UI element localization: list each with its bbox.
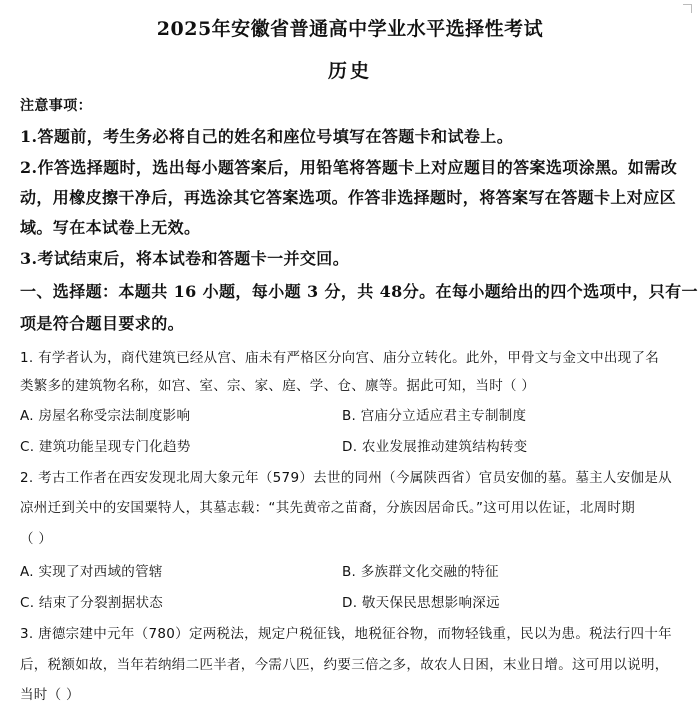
question-1-option-c: C. 建筑功能呈现专门化趋势 (20, 439, 191, 455)
question-3-stem: 3. 唐德宗建中元年（780）定两税法，规定户税征钱，地税征谷物，而物轻钱重，民以为患。税法行四十年 (20, 626, 672, 642)
question-3-stem: 当时（ ） (20, 687, 80, 703)
notice-line: 域。写在本试卷上无效。 (20, 218, 201, 237)
section-heading-line: 项是符合题目要求的。 (20, 314, 185, 333)
exam-title: 2025年安徽省普通高中学业水平选择性考试 (156, 18, 544, 40)
notice-heading: 注意事项： (20, 98, 92, 114)
notice-line: 动，用橡皮擦干净后，再选涂其它答案选项。作答非选择题时，将答案写在答题卡上对应区 (20, 188, 677, 207)
question-1-option-b: B. 宫庙分立适应君主专制制度 (342, 408, 527, 424)
question-1-option-a: A. 房屋名称受宗法制度影响 (20, 408, 191, 424)
question-2-option-a: A. 实现了对西域的管辖 (20, 564, 163, 580)
question-1-stem: 类繁多的建筑物名称，如宫、室、宗、家、庭、学、仓、廪等。据此可知，当时（ ） (20, 378, 536, 394)
notice-line: 3.考试结束后，将本试卷和答题卡一并交回。 (20, 249, 350, 268)
question-1-stem: 1. 有学者认为，商代建筑已经从宫、庙未有严格区分向宫、庙分立转化。此外，甲骨文与金文中出现了名 (20, 350, 660, 366)
page-corner-mark (683, 4, 692, 13)
subject-title: 历史 (327, 60, 372, 82)
question-2-stem: （ ） (20, 531, 53, 547)
question-1-option-d: D. 农业发展推动建筑结构转变 (342, 439, 528, 455)
notice-line: 1.答题前，考生务必将自己的姓名和座位号填写在答题卡和试卷上。 (20, 127, 514, 146)
section-heading-line: 一、选择题：本题共 16 小题，每小题 3 分，共 48分。在每小题给出的四个选项中，只有一 (20, 282, 698, 301)
question-2-stem: 凉州迁到关中的安国粟特人，其墓志载：“其先黄帝之苗裔，分族因居命氏。”这可用以佐证，北周时期 (20, 500, 636, 516)
question-2-option-d: D. 敬天保民思想影响深远 (342, 595, 500, 611)
question-2-option-c: C. 结束了分裂割据状态 (20, 595, 164, 611)
question-3-stem: 后，税额如故，当年若纳绢二匹半者，今需八匹，约要三倍之多，故农人日困，末业日增。这可用以说明， (20, 657, 669, 673)
question-2-stem: 2. 考古工作者在西安发现北周大象元年（579）去世的同州（今属陕西省）官员安伽的墓。墓主人安伽是从 (20, 470, 672, 486)
question-2-option-b: B. 多族群文化交融的特征 (342, 564, 499, 580)
notice-line: 2.作答选择题时，选出每小题答案后，用铅笔将答题卡上对应题目的答案选项涂黑。如需改 (20, 158, 678, 177)
